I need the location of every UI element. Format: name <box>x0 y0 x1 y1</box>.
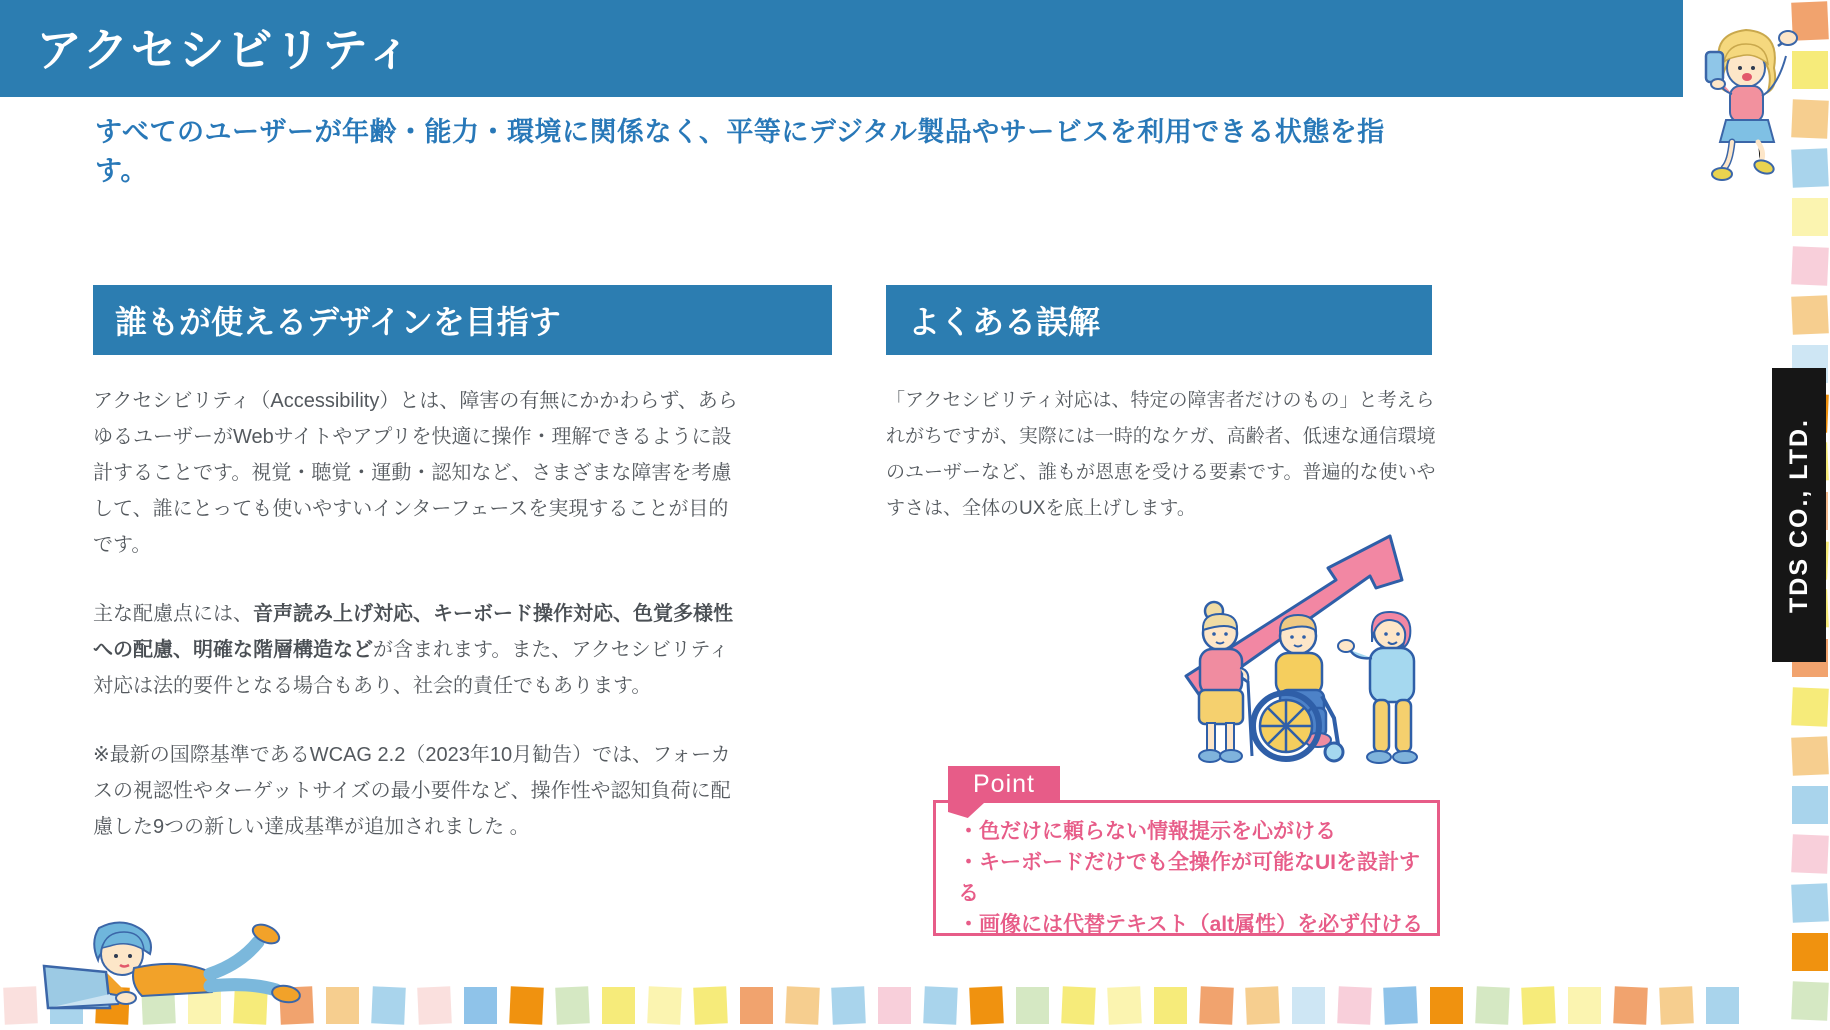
header-bar <box>0 0 1683 97</box>
decor-tile <box>1430 987 1463 1024</box>
decor-tile <box>326 987 359 1024</box>
girl-with-phone-illustration-icon <box>1690 16 1802 191</box>
decor-tile <box>1154 987 1187 1024</box>
right-section-body <box>886 383 1448 527</box>
decor-tile <box>1292 987 1325 1024</box>
point-label: Point <box>948 766 1060 803</box>
decor-tile <box>1568 987 1601 1024</box>
decor-tile <box>1521 986 1556 1024</box>
decor-tile <box>371 986 406 1024</box>
point-item-1: ・色だけに頼らない情報提示を心がける <box>958 820 1336 843</box>
inclusive-group-illustration-icon <box>1158 518 1443 780</box>
right-section-heading-label: よくある誤解 <box>908 304 1101 340</box>
brand-banner <box>1772 368 1826 662</box>
decor-tile <box>923 986 958 1024</box>
decor-tile <box>740 987 773 1024</box>
decor-tile <box>509 986 544 1024</box>
decor-tile <box>1016 987 1049 1024</box>
decor-tile <box>785 986 820 1024</box>
decor-tile <box>647 986 682 1024</box>
decor-tile <box>1791 883 1829 923</box>
left-paragraph-1: アクセシビリティ（Accessibility）とは、障害の有無にかかわらず、あらゆるユーザーがWebサイトやアプリを快適に操作・理解できるように設計することです。視覚・聴覚・運動・認知など、さまざまな障害を考慮して、誰にとっても使いやすいインターフェースを実現することが目的です。 <box>93 390 738 556</box>
boy-with-laptop-illustration-icon <box>14 920 314 1015</box>
decor-tile <box>831 986 866 1024</box>
decor-tile <box>1791 295 1829 335</box>
decor-tile <box>969 986 1004 1024</box>
decor-tile <box>1475 986 1510 1024</box>
decor-tile <box>417 986 452 1024</box>
decor-tile <box>1792 198 1828 236</box>
decor-tile <box>1791 981 1829 1021</box>
left-section-heading <box>93 285 832 355</box>
decor-tile <box>1706 987 1739 1024</box>
intro-text: すべてのユーザーが年齢・能力・環境に関係なく、平等にデジタル製品やサービスを利用できる状態を指す。 <box>95 117 1385 186</box>
decor-tile <box>1791 736 1829 776</box>
decor-tile <box>1791 687 1829 727</box>
point-item-3: ・画像には代替テキスト（alt属性）を必ず付ける <box>958 913 1424 936</box>
right-section-heading <box>886 285 1432 355</box>
decor-tile <box>464 987 497 1024</box>
left-paragraph-2-suffix: が含まれます。また、アクセシビリティ対応は法的要件となる場合もあり、社会的責任でもあります。 <box>93 639 729 697</box>
right-paragraph: 「アクセシビリティ対応は、特定の障害者だけのもの」と考えられがちですが、実際には一時的なケガ、高齢者、低速な通信環境のユーザーなど、誰もが恩恵を受ける要素です。普遍的な使いやすさは、全体のUXを底上げします。 <box>886 390 1436 519</box>
decor-tile <box>878 987 911 1024</box>
decor-tile <box>1199 986 1234 1024</box>
decor-tile <box>1792 933 1828 971</box>
decor-tile <box>1791 834 1829 874</box>
left-paragraph-note: ※最新の国際基準であるWCAG 2.2（2023年10月勧告）では、フォーカスの視認性やターゲットサイズの最小要件など、操作性や認知負荷に配慮した9つの新しい達成基準が追加されました 。 <box>93 744 731 838</box>
point-box <box>933 800 1440 936</box>
decor-tile <box>693 986 728 1024</box>
left-section-heading-label: 誰もが使えるデザインを目指す <box>115 304 561 340</box>
decor-tile <box>602 987 635 1024</box>
left-paragraph-2-bold: 音声読み上げ対応、キーボード操作対応、色覚多様性への配慮、明確な階層構造など <box>93 603 733 661</box>
brand-banner-text: TDS CO., LTD. <box>1784 417 1813 613</box>
page-title: アクセシビリティ <box>36 24 415 76</box>
decor-tile <box>1791 246 1829 286</box>
left-paragraph-2-prefix: 主な配慮点には、 <box>93 603 253 625</box>
left-paragraph-2 <box>93 596 743 704</box>
decor-tile <box>1383 986 1418 1024</box>
decor-tile <box>1061 986 1096 1024</box>
decor-tile <box>1245 986 1280 1024</box>
decor-tile <box>1792 786 1828 824</box>
decor-tile <box>1659 986 1694 1024</box>
decor-tile <box>555 986 590 1024</box>
decor-tile <box>1107 986 1142 1024</box>
left-section-body <box>93 383 743 878</box>
decor-tile <box>1337 986 1372 1024</box>
decor-tile <box>1613 986 1648 1024</box>
point-item-2: ・キーボードだけでも全操作が可能なUIを設計する <box>958 851 1420 905</box>
